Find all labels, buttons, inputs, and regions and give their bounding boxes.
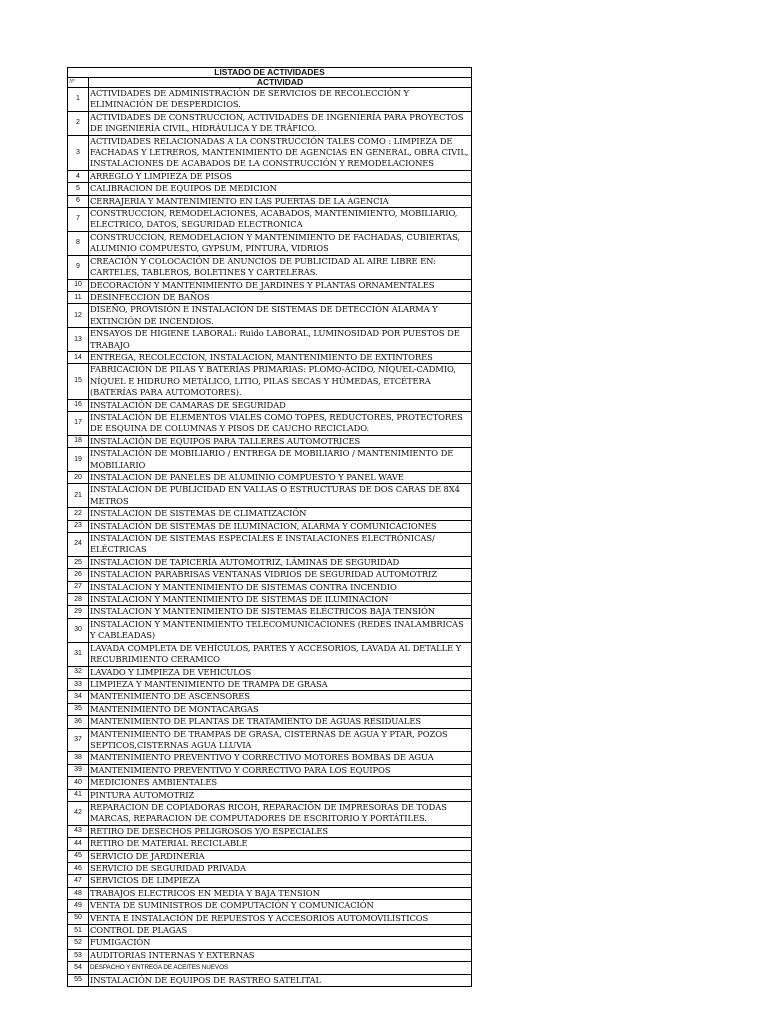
table-row	[68, 937, 472, 949]
activity-description: INSTALACION DE PANELES DE ALUMINIO COMPUESTO Y PANEL WAVE	[89, 472, 472, 484]
header-row	[68, 78, 472, 88]
row-number: 26	[68, 569, 89, 581]
activity-description: ACTIVIDADES DE ADMINISTRACIÓN DE SERVICIOS DE RECOLECCIÓN Y ELIMINACIÓN DE DESPERDICIOS.	[89, 88, 472, 112]
row-number: 33	[68, 678, 89, 690]
activities-table	[67, 67, 472, 987]
activity-description: MANTENIMIENTO DE TRAMPAS DE GRASA, CISTERNAS DE AGUA Y PTAR, POZOS SEPTICOS,CISTERNAS AGUA LLUVIA	[89, 728, 472, 752]
table-row	[68, 208, 472, 232]
row-number: 15	[68, 364, 89, 399]
row-number: 42	[68, 801, 89, 825]
activity-description: ACTIVIDADES RELACIONADAS A LA CONSTRUCCIÓN TALES COMO : LIMPIEZA DE FACHADAS Y LETREROS, MANTENIMIENTO DE AGENCIAS EN GENERAL, OBRA CIVIL, INSTALACIONES DE ACABADOS DE LA CONSTRUCCIÓN Y REMODELACIONES	[89, 135, 472, 170]
activity-description: PINTURA AUTOMOTRIZ	[89, 789, 472, 801]
row-number: 53	[68, 949, 89, 961]
row-number: 43	[68, 825, 89, 837]
table-row	[68, 863, 472, 875]
activity-description: INSTALACION DE PUBLICIDAD EN VALLAS O ESTRUCTURAS DE DOS CARAS DE 8X4 METROS	[89, 484, 472, 508]
table-row	[68, 716, 472, 728]
activity-description: ENTREGA, RECOLECCION, INSTALACION, MANTENIMIENTO DE EXTINTORES	[89, 351, 472, 363]
row-number: 32	[68, 666, 89, 678]
table-row	[68, 850, 472, 862]
table-row	[68, 399, 472, 411]
row-number: 17	[68, 411, 89, 435]
row-number: 20	[68, 472, 89, 484]
table-row	[68, 703, 472, 715]
activity-description: INSTALACIÓN DE SISTEMAS DE ILUMINACION, ALARMA Y COMUNICACIONES	[89, 520, 472, 532]
row-number: 13	[68, 328, 89, 352]
row-number: 49	[68, 900, 89, 912]
row-number: 5	[68, 183, 89, 195]
row-number: 40	[68, 777, 89, 789]
table-row	[68, 900, 472, 912]
row-number: 38	[68, 752, 89, 764]
activity-description: INSTALACIÓN DE MOBILIARIO / ENTREGA DE MOBILIARIO / MANTENIMIENTO DE MOBILIARIO	[89, 448, 472, 472]
activity-description: INSTALACION DE TAPICERÍA AUTOMOTRIZ, LÁMINAS DE SEGURIDAD	[89, 556, 472, 568]
row-number: 24	[68, 533, 89, 557]
activity-description: SERVICIO DE JARDINERIA	[89, 850, 472, 862]
table-row	[68, 508, 472, 520]
table-title: LISTADO DE ACTIVIDADES	[68, 68, 472, 78]
activity-description: MANTENIMIENTO DE PLANTAS DE TRATAMIENTO DE AGUAS RESIDUALES	[89, 716, 472, 728]
row-number: 19	[68, 448, 89, 472]
table-row	[68, 691, 472, 703]
row-number: 3	[68, 135, 89, 170]
activity-description: INSTALACIÓN DE ELEMENTOS VIALES COMO TOPES, REDUCTORES, PROTECTORES DE ESQUINA DE COLUMNAS Y PISOS DE CAUCHO RECICLADO.	[89, 411, 472, 435]
activity-description: RETIRO DE MATERIAL RECICLABLE	[89, 838, 472, 850]
activity-description: CREACIÓN Y COLOCACIÓN DE ANUNCIOS DE PUBLICIDAD AL AIRE LIBRE EN: CARTELES, TABLEROS, BOLETINES Y CARTELERAS.	[89, 255, 472, 279]
table-row	[68, 666, 472, 678]
table-row	[68, 678, 472, 690]
title-row	[68, 68, 472, 78]
activity-description: CALIBRACION DE EQUIPOS DE MEDICION	[89, 183, 472, 195]
row-number: 31	[68, 642, 89, 666]
row-number: 51	[68, 925, 89, 937]
table-row	[68, 764, 472, 776]
table-row	[68, 606, 472, 618]
row-number: 22	[68, 508, 89, 520]
activity-description: ACTIVIDADES DE CONSTRUCCION, ACTIVIDADES DE INGENIERÍA PARA PROYECTOS DE INGENIERÍA CIVIL, HIDRÁULICA Y DE TRÁFICO.	[89, 111, 472, 135]
table-row	[68, 533, 472, 557]
activity-description: INSTALACIÓN DE SISTEMAS ESPECIALES E INSTALACIONES ELECTRÓNICAS/ ELÉCTRICAS	[89, 533, 472, 557]
activity-description: REPARACION DE COPIADORAS RICOH, REPARACIÓN DE IMPRESORAS DE TODAS MARCAS, REPARACION DE COMPUTADORES DE ESCRITORIO Y PORTÁTILES.	[89, 801, 472, 825]
table-row	[68, 195, 472, 207]
row-number: 44	[68, 838, 89, 850]
activity-description: INSTALACION PARABRISAS VENTANAS VIDRIOS DE SEGURIDAD AUTOMOTRIZ	[89, 569, 472, 581]
table-row	[68, 838, 472, 850]
activity-description: LAVADO Y LIMPIEZA DE VEHICULOS	[89, 666, 472, 678]
activity-description: INSTALACION Y MANTENIMIENTO DE SISTEMAS CONTRA INCENDIO	[89, 581, 472, 593]
activity-description: VENTA E INSTALACIÓN DE REPUESTOS Y ACCESORIOS AUTOMOVILÍSTICOS	[89, 912, 472, 924]
row-number: 52	[68, 937, 89, 949]
activity-description: MANTENIMIENTO PREVENTIVO Y CORRECTIVO MOTORES BOMBAS DE AGUA	[89, 752, 472, 764]
table-row	[68, 875, 472, 887]
table-row	[68, 581, 472, 593]
table-row	[68, 752, 472, 764]
activity-description: MANTENIMIENTO DE ASCENSORES	[89, 691, 472, 703]
row-number: 39	[68, 764, 89, 776]
table-row	[68, 520, 472, 532]
table-row	[68, 304, 472, 328]
row-number: 37	[68, 728, 89, 752]
row-number: 6	[68, 195, 89, 207]
row-number: 55	[68, 974, 89, 986]
activity-description: DESINFECCION DE BAÑOS	[89, 291, 472, 303]
row-number: 28	[68, 594, 89, 606]
row-number: 4	[68, 170, 89, 182]
row-number: 16	[68, 399, 89, 411]
table-row	[68, 231, 472, 255]
activity-description: INSTALACION Y MANTENIMIENTO DE SISTEMAS DE ILUMINACION	[89, 594, 472, 606]
row-number: 9	[68, 255, 89, 279]
table-row	[68, 111, 472, 135]
table-row	[68, 328, 472, 352]
activity-description: RETIRO DE DESECHOS PELIGROSOS Y/O ESPECIALES	[89, 825, 472, 837]
row-number: 27	[68, 581, 89, 593]
table-row	[68, 728, 472, 752]
table-row	[68, 88, 472, 112]
row-number: 29	[68, 606, 89, 618]
table-row	[68, 789, 472, 801]
row-number: 54	[68, 962, 89, 974]
table-row	[68, 279, 472, 291]
activity-description: LAVADA COMPLETA DE VEHÍCULOS, PARTES Y ACCESORIOS, LAVADA AL DETALLE Y RECUBRIMIENTO CERAMICO	[89, 642, 472, 666]
activity-description: AUDITORIAS INTERNAS Y EXTERNAS	[89, 949, 472, 961]
table-row	[68, 925, 472, 937]
row-number: 34	[68, 691, 89, 703]
activity-description: INSTALACION DE SISTEMAS DE CLIMATIZACIÓN	[89, 508, 472, 520]
row-number: 35	[68, 703, 89, 715]
table-row	[68, 435, 472, 447]
activity-description: MEDICIONES AMBIENTALES	[89, 777, 472, 789]
table-row	[68, 642, 472, 666]
activity-column-header: ACTIVIDAD	[89, 78, 472, 88]
row-number: 36	[68, 716, 89, 728]
row-number: 45	[68, 850, 89, 862]
table-row	[68, 135, 472, 170]
row-number: 2	[68, 111, 89, 135]
row-number: 8	[68, 231, 89, 255]
table-row	[68, 364, 472, 399]
table-row	[68, 170, 472, 182]
activity-description: ARREGLO Y LIMPIEZA DE PISOS	[89, 170, 472, 182]
row-number: 21	[68, 484, 89, 508]
activity-description: CONSTRUCCION, REMODELACIONES, ACABADOS, MANTENIMIENTO, MOBILIARIO, ELECTRICO, DATOS, SEGURIDAD ELECTRONICA	[89, 208, 472, 232]
table-row	[68, 484, 472, 508]
activity-description: DECORACIÓN Y MANTENIMIENTO DE JARDINES Y PLANTAS ORNAMENTALES	[89, 279, 472, 291]
table-row	[68, 411, 472, 435]
table-row	[68, 777, 472, 789]
table-row	[68, 183, 472, 195]
activity-description: VENTA DE SUMINISTROS DE COMPUTACIÓN Y COMUNICACIÓN	[89, 900, 472, 912]
row-number: 46	[68, 863, 89, 875]
activity-description: ENSAYOS DE HIGIENE LABORAL: Ruido LABORAL, LUMINOSIDAD POR PUESTOS DE TRABAJO	[89, 328, 472, 352]
table-row	[68, 801, 472, 825]
activity-description: MANTENIMIENTO PREVENTIVO Y CORRECTIVO PARA LOS EQUIPOS	[89, 764, 472, 776]
row-number: 50	[68, 912, 89, 924]
row-number: 25	[68, 556, 89, 568]
row-number: 7	[68, 208, 89, 232]
activity-description: DESPACHO Y ENTREGA DE ACEITES NUEVOS	[89, 962, 472, 974]
table-row	[68, 569, 472, 581]
table-row	[68, 949, 472, 961]
activity-description: CERRAJERIA Y MANTENIMIENTO EN LAS PUERTAS DE LA AGENCIA	[89, 195, 472, 207]
table-row	[68, 618, 472, 642]
row-number: 12	[68, 304, 89, 328]
table-row	[68, 594, 472, 606]
row-number: 41	[68, 789, 89, 801]
activity-description: INSTALACION Y MANTENIMIENTO TELECOMUNICACIONES (REDES INALAMBRICAS Y CABLEADAS)	[89, 618, 472, 642]
table-row	[68, 472, 472, 484]
table-row	[68, 887, 472, 899]
activity-description: DISEÑO, PROVISIÓN E INSTALACIÓN DE SISTEMAS DE DETECCIÓN ALARMA Y EXTINCIÓN DE INCENDIOS.	[89, 304, 472, 328]
activity-description: FABRICACIÓN DE PILAS Y BATERÍAS PRIMARIAS: PLOMO-ÁCIDO, NÍQUEL-CADMIO, NÍQUEL E HIDRURO METÁLICO, LITIO, PILAS SECAS Y HÚMEDAS, ETCÉTERA (BATERÍAS PARA AUTOMOTORES).	[89, 364, 472, 399]
table-row	[68, 912, 472, 924]
row-number: 30	[68, 618, 89, 642]
activity-description: CONTROL DE PLAGAS	[89, 925, 472, 937]
number-column-header: Nº	[68, 78, 89, 88]
activity-description: CONSTRUCCION, REMODELACION Y MANTENIMIENTO DE FACHADAS, CUBIERTAS, ALUMINIO COMPUESTO, GYPSUM, PINTURA, VIDRIOS	[89, 231, 472, 255]
activity-description: SERVICIO DE SEGURIDAD PRIVADA	[89, 863, 472, 875]
row-number: 47	[68, 875, 89, 887]
activity-description: TRABAJOS ELECTRICOS EN MEDIA Y BAJA TENSION	[89, 887, 472, 899]
row-number: 14	[68, 351, 89, 363]
table-row	[68, 825, 472, 837]
activity-description: MANTENIMIENTO DE MONTACARGAS	[89, 703, 472, 715]
table-row	[68, 351, 472, 363]
table-row	[68, 291, 472, 303]
activity-description: SERVICIOS DE LIMPIEZA	[89, 875, 472, 887]
row-number: 10	[68, 279, 89, 291]
activity-description: INSTALACIÓN DE CAMARAS DE SEGURIDAD	[89, 399, 472, 411]
table-row	[68, 556, 472, 568]
row-number: 18	[68, 435, 89, 447]
activity-description: INSTALACIÓN DE EQUIPOS DE RASTREO SATELITAL	[89, 974, 472, 986]
activities-table-body	[68, 68, 472, 987]
row-number: 1	[68, 88, 89, 112]
table-row	[68, 255, 472, 279]
activity-description: LIMPIEZA Y MANTENIMIENTO DE TRAMPA DE GRASA	[89, 678, 472, 690]
table-row	[68, 962, 472, 974]
row-number: 11	[68, 291, 89, 303]
activity-description: INSTALACION Y MANTENIMIENTO DE SISTEMAS ELÉCTRICOS BAJA TENSIÓN	[89, 606, 472, 618]
activity-description: FUMIGACIÓN	[89, 937, 472, 949]
row-number: 48	[68, 887, 89, 899]
table-row	[68, 974, 472, 986]
activity-description: INSTALACIÓN DE EQUIPOS PARA TALLERES AUTOMOTRICES	[89, 435, 472, 447]
row-number: 23	[68, 520, 89, 532]
table-row	[68, 448, 472, 472]
